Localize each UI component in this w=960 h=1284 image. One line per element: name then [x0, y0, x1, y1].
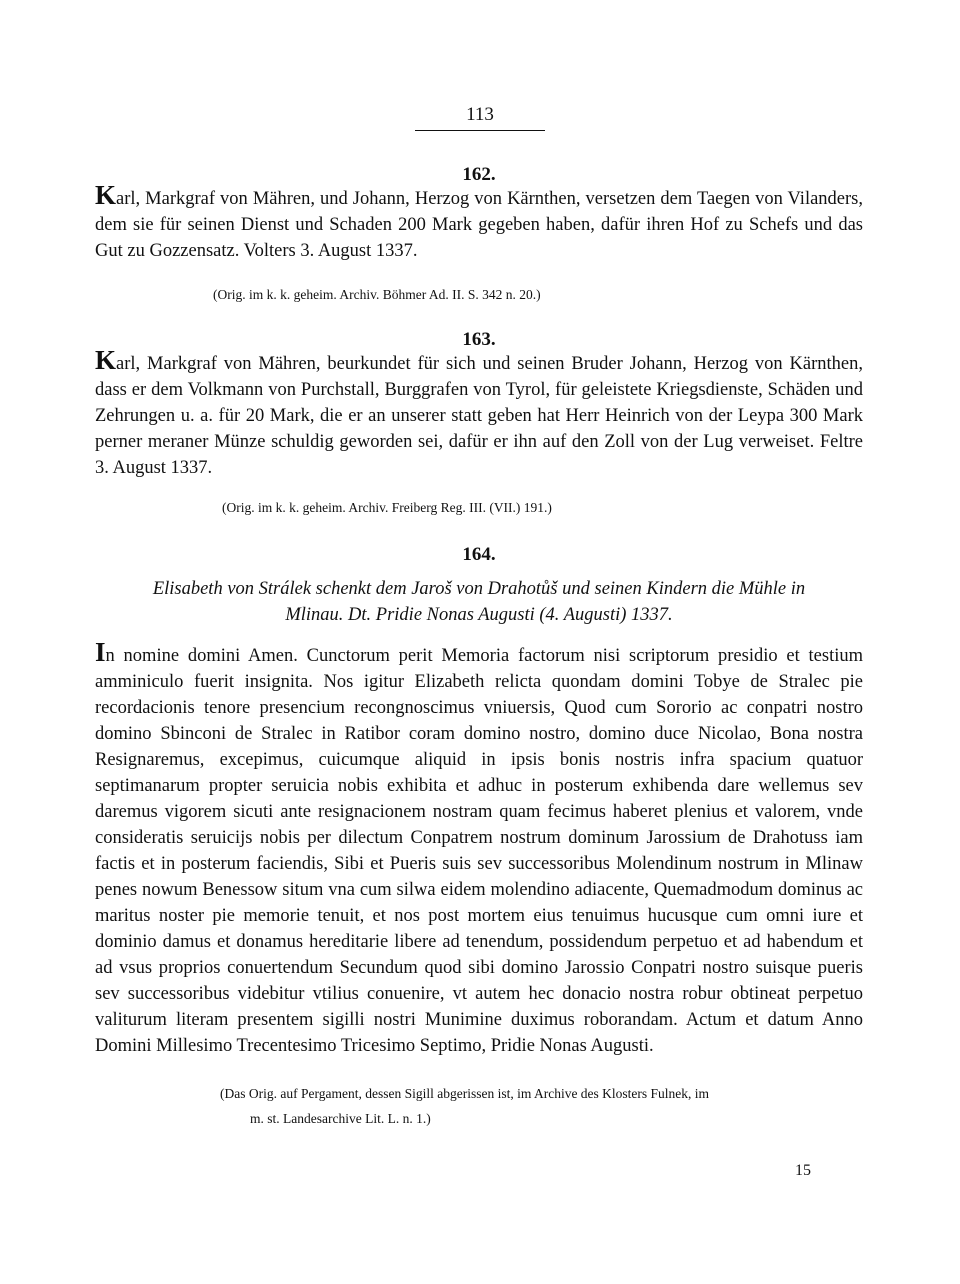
source-line: (Das Orig. auf Pergament, dessen Sigill abgerissen ist, im Archive des Klosters Fulnek, im	[220, 1086, 710, 1101]
dropcap: K	[95, 180, 117, 210]
document-162-text	[95, 180, 863, 264]
header-rule	[415, 130, 545, 131]
paragraph-text: arl, Markgraf von Mähren, und Johann, Herzog von Kärnthen, versetzen dem Taegen von Vilanders, dem sie für seinen Dienst und Schaden 200 Mark gegeben haben, dafür ihren Hof zu Schefs und das Gut zu Gozzensatz. Volters 3. August 1337.	[95, 189, 863, 261]
document-number-163: 163.	[462, 329, 496, 350]
document-164-source	[220, 1081, 860, 1131]
dropcap: K	[95, 345, 117, 375]
document-163-text	[95, 345, 863, 481]
page-number: 113	[466, 104, 494, 125]
paragraph-text: n nomine domini Amen. Cunctorum perit Memoria factorum nisi scriptorum presidio et testium amminiculo fuerit insignita. Nos igitur Elizabeth relicta quondam domini Tobye de Stralec pie recordacionis tenore presencium recongnoscimus vniuersis, Quod cum Sororio ac conpatri nostro domino Sbinconi de Stralec in Ratibor coram domino nostro, domino duce Nicolao, Bona nostra Resignaremus, excepimus, cuicumque aliquid in ipsis bonis nostris infra spacium quatuor septimanarum propter seruicia nobis exhibita et adhuc in posterum exhibenda dare wellemus sev daremus vigorem sicuti ante resignacionem nostram quam fecimus haberet plenius et valorem, vnde consideratis seruicijs nobis per dilectum Conpatrem nostrum dominum Jarossium de Drahotuss iam factis et in posterum faciendis, Sibi et Pueris suis sev successoribus Molendinum nostrum in Mlinaw penes nowum Benessow situm vna cum silwa eidem molendino adiacente, Quemadmodum dominus ac maritus noster pie memorie tenuit, et nos post mortem eius tenuimus hucusque cum omni iure et dominio damus et donamus hereditarie libere ad tenendum, possidendum perpetuo et ad habendum et ad vsus proprios conuertendum Secundum quod sibi domino Jarossio Conpatri nostro suisque pueris sev successoribus videbitur vtilius conuenire, vt autem hec donacio nostra robur obtineat perpetuo valiturum literam presentem sigilli nostri Munimine duximus roborandam. Actum et datum Anno Domini Millesimo Trecentesimo Tricesimo Septimo, Pridie Nonas Augusti.	[95, 646, 863, 1056]
sheet-signature: 15	[795, 1162, 811, 1179]
paragraph-text: arl, Markgraf von Mähren, beurkundet für sich und seinen Bruder Johann, Herzog von Kärnthen, dass er dem Volkmann von Purchstall, Burggrafen von Tyrol, für geleistete Kriegsdienste, Schäden und Zehrungen u. a. für 20 Mark, die er an unserer statt geben hat Herr Heinrich von der Leypa 300 Mark perner meraner Münze schuldig geworden sei, dafür er ihn auf den Zoll von der Lug verweiset. Feltre 3. August 1337.	[95, 354, 863, 478]
source-line: m. st. Landesarchive Lit. L. n. 1.)	[250, 1111, 431, 1126]
document-164-regest	[95, 576, 863, 628]
document-162-source: (Orig. im k. k. geheim. Archiv. Böhmer Ad. II. S. 342 n. 20.)	[213, 287, 541, 302]
document-163-source: (Orig. im k. k. geheim. Archiv. Freiberg Reg. III. (VII.) 191.)	[222, 500, 552, 515]
dropcap: I	[95, 637, 106, 667]
regest-line: Mlinau. Dt. Pridie Nonas Augusti (4. Augusti) 1337.	[285, 605, 673, 625]
document-number-164: 164.	[462, 544, 496, 565]
document-164-text	[95, 637, 863, 1059]
document-number-162: 162.	[462, 164, 496, 185]
regest-line: Elisabeth von Strálek schenkt dem Jaroš von Drahotůš und seinen Kindern die Mühle in	[152, 579, 806, 599]
